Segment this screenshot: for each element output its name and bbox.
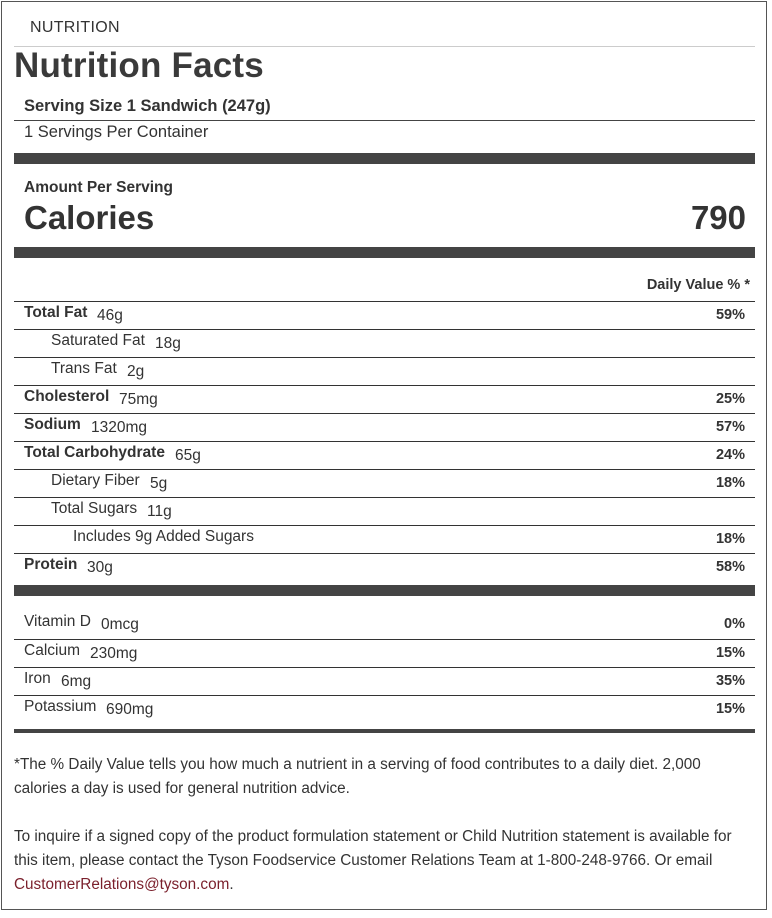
vitamin-amount: 0mcg	[101, 616, 139, 633]
nutrient-row	[14, 441, 755, 469]
nutrient-daily-value: 58%	[715, 559, 745, 575]
calories-label: Calories	[24, 199, 155, 236]
nutrient-daily-value: 18%	[715, 475, 745, 491]
vitamin-name: Potassium	[24, 698, 97, 715]
nutrient-name: Total Fat	[24, 304, 88, 321]
vitamin-amount: 690mg	[106, 701, 154, 718]
nutrient-row	[14, 357, 755, 385]
nutrient-row	[14, 329, 755, 357]
nutrient-row	[14, 469, 755, 497]
customer-relations-email-link[interactable]: CustomerRelations@tyson.com	[14, 876, 230, 893]
nutrient-name: Sodium	[24, 416, 81, 433]
nutrient-name: Trans Fat	[51, 360, 117, 377]
nutrient-amount: 1320mg	[91, 419, 148, 436]
nutrient-amount: 11g	[147, 503, 172, 520]
vitamin-row	[14, 667, 755, 695]
nutrient-daily-value: 57%	[715, 419, 745, 435]
nutrient-name: Total Sugars	[51, 500, 138, 517]
thick-divider	[14, 247, 755, 258]
vitamin-name: Iron	[24, 670, 51, 687]
nutrient-amount: 65g	[175, 447, 201, 464]
vitamin-row	[14, 695, 755, 723]
vitamin-daily-value: 35%	[715, 673, 745, 689]
nutrient-name: Dietary Fiber	[51, 472, 140, 489]
nutrient-name: Saturated Fat	[51, 332, 145, 349]
vitamin-name: Vitamin D	[24, 613, 91, 630]
vitamin-daily-value: 15%	[715, 645, 745, 661]
vitamin-amount: 6mg	[61, 673, 92, 690]
nutrient-name: Protein	[24, 556, 78, 573]
inquiry-end: .	[229, 876, 234, 893]
daily-value-footnote: *The % Daily Value tells you how much a nutrient in a serving of food contributes to a daily diet. 2,000 calories a day is used for general nutrition advice.	[14, 756, 701, 797]
nutrient-row	[14, 413, 755, 441]
vitamin-row	[14, 639, 755, 667]
nutrient-row	[14, 385, 755, 413]
calories-value: 790	[690, 199, 746, 236]
nutrient-amount: 2g	[127, 363, 145, 380]
nutrient-amount: 30g	[87, 559, 113, 576]
bottom-divider	[14, 729, 755, 733]
daily-value-header: Daily Value % *	[646, 277, 750, 293]
nutrient-amount: 46g	[97, 307, 123, 324]
nutrient-amount: 5g	[150, 475, 168, 492]
section-label: NUTRITION	[30, 19, 120, 36]
thick-divider	[14, 585, 755, 596]
vitamin-row	[14, 611, 755, 639]
nutrient-name: Includes 9g Added Sugars	[73, 528, 254, 545]
servings-per-container: 1 Servings Per Container	[24, 123, 209, 141]
amount-per-serving: Amount Per Serving	[24, 179, 173, 196]
nutrient-daily-value: 59%	[715, 307, 745, 323]
inquiry-text: To inquire if a signed copy of the product formulation statement or Child Nutrition statement is available for this item, please contact the Tyson Foodservice Customer Relations Team at 1-800-248-9766. Or email	[14, 828, 732, 869]
vitamin-amount: 230mg	[90, 645, 138, 662]
nutrient-row	[14, 301, 755, 329]
nutrient-row	[14, 553, 755, 581]
vitamin-daily-value: 15%	[715, 701, 745, 717]
serving-size: Serving Size 1 Sandwich (247g)	[24, 97, 271, 115]
vitamin-daily-value: 0%	[724, 616, 745, 632]
nutrient-amount: 18g	[155, 335, 181, 352]
nutrient-name: Cholesterol	[24, 388, 110, 405]
divider	[14, 120, 755, 121]
nutrient-row	[14, 497, 755, 525]
vitamin-name: Calcium	[24, 642, 80, 659]
nutrition-facts-title: Nutrition Facts	[14, 46, 264, 85]
nutrient-amount: 75mg	[119, 391, 158, 408]
nutrient-row	[14, 525, 755, 553]
nutrient-daily-value: 25%	[715, 391, 745, 407]
nutrient-daily-value: 18%	[715, 531, 745, 547]
nutrient-name: Total Carbohydrate	[24, 444, 165, 461]
thick-divider	[14, 153, 755, 164]
inquiry-note	[14, 825, 734, 897]
nutrient-daily-value: 24%	[715, 447, 745, 463]
